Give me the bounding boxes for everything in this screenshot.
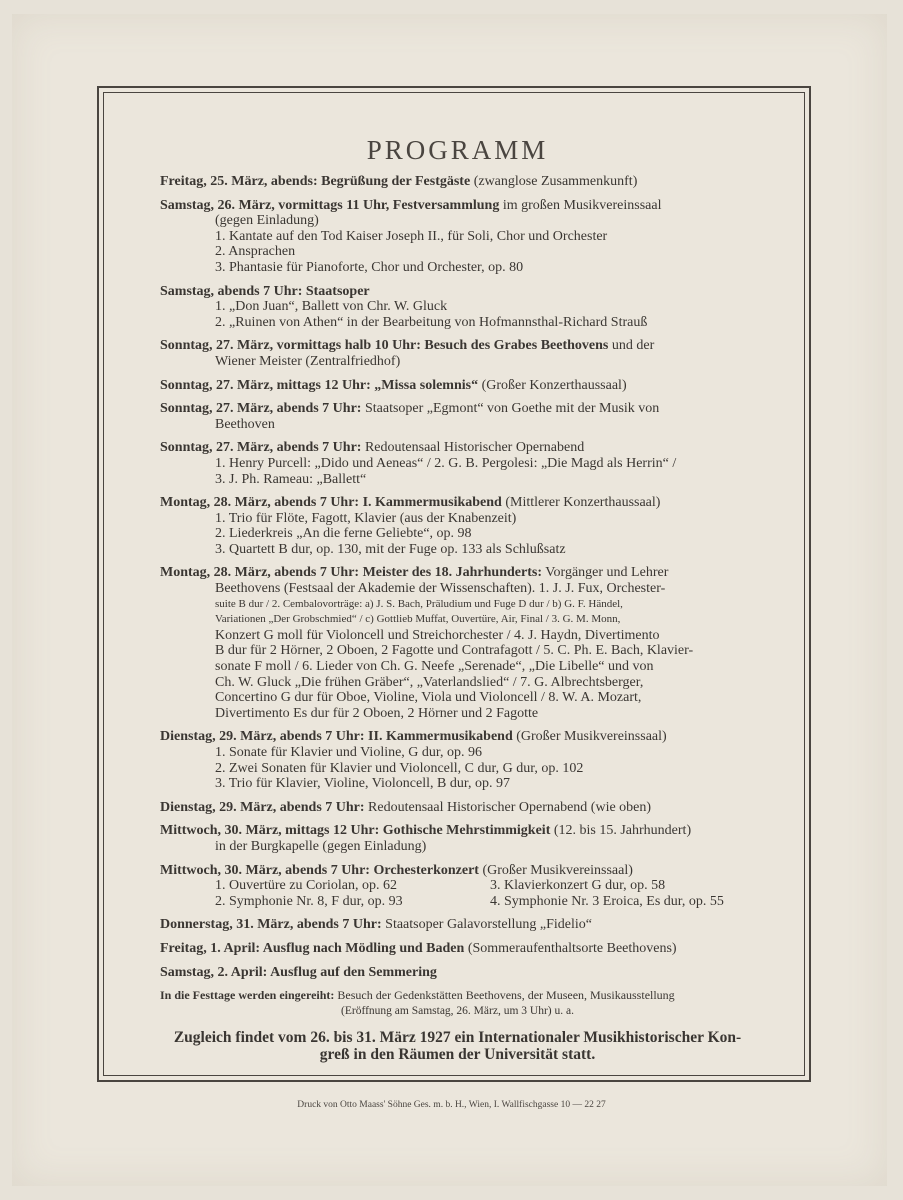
program-entry — [160, 284, 755, 331]
entry-continuation: (gegen Einladung) — [215, 213, 319, 229]
program-entry — [160, 440, 755, 487]
entry-detail: (12. bis 15. Jahrhundert) — [550, 823, 692, 839]
entry-detail: (Großer Musikvereinssaal) — [512, 729, 667, 745]
program-entry — [160, 941, 755, 957]
entry-detail: Staatsoper Galavorstellung „Fidelio“ — [381, 917, 592, 933]
congress-announcement — [160, 1029, 755, 1063]
entry-date-title: Dienstag, 29. März, abends 7 Uhr: II. Kammermusikabend — [160, 729, 513, 745]
note-label: In die Festtage werden eingereiht: — [160, 988, 335, 1003]
list-item: 1. Kantate auf den Tod Kaiser Joseph II., für Soli, Chor und Orchester — [215, 228, 608, 244]
program-entry — [160, 495, 755, 557]
entry-date-title: Montag, 28. März, abends 7 Uhr: Meister des 18. Jahrhunderts: — [160, 565, 542, 581]
paragraph-line: Concertino G dur für Oboe, Violine, Viola und Violoncell / 8. W. A. Mozart, — [215, 690, 642, 706]
entry-detail: (Sommeraufenthaltsorte Beethovens) — [464, 940, 677, 956]
program-entry — [160, 378, 755, 394]
program-entry — [160, 174, 755, 190]
entry-detail: und der — [608, 338, 655, 354]
entry-items — [160, 511, 755, 558]
paragraph-line: Beethovens (Festsaal der Akademie der Wissenschaften). 1. J. J. Fux, Orchester- — [215, 581, 666, 597]
entry-heading — [160, 198, 755, 214]
entry-detail: Staatsoper „Egmont“ von Goethe mit der Musik von — [361, 401, 660, 417]
entry-heading — [160, 401, 755, 417]
announcement-line: greß in den Räumen der Universität statt. — [319, 1046, 596, 1064]
entry-heading — [160, 729, 755, 745]
program-entry — [160, 565, 755, 721]
entry-heading — [160, 941, 755, 957]
entry-items — [160, 299, 755, 330]
entry-date-title: Samstag, 2. April: Ausflug auf den Semmering — [160, 964, 437, 980]
list-item: 3. Quartett B dur, op. 130, mit der Fuge op. 133 als Schlußsatz — [215, 541, 566, 557]
list-item: 3. Klavierkonzert G dur, op. 58 — [490, 878, 666, 894]
entry-date-title: Samstag, 26. März, vormittags 11 Uhr, Festversammlung — [160, 197, 500, 213]
page-title: PROGRAMM — [366, 135, 549, 165]
entry-date-title: Dienstag, 29. März, abends 7 Uhr: — [160, 799, 365, 815]
list-item: 4. Symphonie Nr. 3 Eroica, Es dur, op. 55 — [490, 893, 724, 909]
program-content — [160, 130, 755, 1063]
entry-date-title: Freitag, 25. März, abends: Begrüßung der Festgäste — [160, 174, 471, 189]
entry-continuation: Beethoven — [215, 416, 275, 432]
entry-continuation: Wiener Meister (Zentralfriedhof) — [215, 353, 401, 369]
paragraph-line: Variationen „Der Grobschmied“ / c) Gottlieb Muffat, Ouvertüre, Air, Final / 3. G. M. Monn, — [215, 613, 621, 626]
entry-date-title: Sonntag, 27. März, abends 7 Uhr: — [160, 401, 362, 417]
festival-note — [160, 988, 755, 1019]
list-item: 1. Sonate für Klavier und Violine, G dur, op. 96 — [215, 745, 483, 760]
printer-imprint: Druck von Otto Maass' Söhne Ges. m. b. H., Wien, I. Wallfischgasse 10 — 22 27 — [297, 1100, 606, 1110]
entry-two-column-items — [160, 878, 755, 909]
list-item: 3. Trio für Klavier, Violine, Violoncell, B dur, op. 97 — [215, 776, 510, 792]
paragraph-line: Ch. W. Gluck „Die frühen Gräber“, „Vaterlandslied“ / 7. G. Albrechtsberger, — [215, 674, 644, 690]
entry-heading — [160, 823, 755, 839]
paragraph-line: sonate F moll / 6. Lieder von Ch. G. Neefe „Serenade“, „Die Libelle“ und von — [215, 659, 654, 675]
list-item: 3. J. Ph. Rameau: „Ballett“ — [215, 471, 367, 487]
entry-detail: (Großer Musikvereinssaal) — [478, 862, 633, 878]
entry-date-title: Montag, 28. März, abends 7 Uhr: I. Kammermusikabend — [160, 495, 502, 511]
entry-heading — [160, 917, 755, 933]
paragraph-line: B dur für 2 Hörner, 2 Oboen, 2 Fagotte und Contrafagott / 5. C. Ph. E. Bach, Klavier- — [215, 643, 694, 659]
entry-detail: Redoutensaal Historischer Opernabend — [361, 440, 585, 456]
entry-date-title: Sonntag, 27. März, abends 7 Uhr: — [160, 440, 362, 456]
entry-heading — [160, 174, 755, 190]
entry-date-title: Sonntag, 27. März, mittags 12 Uhr: „Missa solemnis“ — [160, 377, 479, 393]
entry-date-title: Mittwoch, 30. März, abends 7 Uhr: Orchesterkonzert — [160, 862, 479, 878]
entry-items — [160, 456, 755, 487]
entry-date-title: Sonntag, 27. März, vormittags halb 10 Uhr: Besuch des Grabes Beethovens — [160, 338, 609, 354]
entry-heading — [160, 495, 755, 511]
entry-detail: (Mittlerer Konzerthaussaal) — [501, 495, 661, 511]
program-entry — [160, 917, 755, 933]
paragraph-line: Konzert G moll für Violoncell und Streichorchester / 4. J. Haydn, Divertimento — [215, 627, 660, 643]
program-entry — [160, 338, 755, 369]
program-entry — [160, 823, 755, 854]
note-text: Besuch der Gedenkstätten Beethovens, der Museen, Musikausstellung — [334, 988, 675, 1003]
list-item: 2. „Ruinen von Athen“ in der Bearbeitung von Hofmannsthal-Richard Strauß — [215, 314, 648, 330]
list-item: 1. Trio für Flöte, Fagott, Klavier (aus der Knabenzeit) — [215, 510, 517, 526]
list-item: 1. Henry Purcell: „Dido und Aeneas“ / 2. G. B. Pergolesi: „Die Magd als Herrin“ / — [215, 455, 677, 471]
entry-heading — [160, 338, 755, 354]
list-item: 1. Ouvertüre zu Coriolan, op. 62 — [215, 878, 397, 894]
entry-heading — [160, 565, 755, 581]
list-item: 1. „Don Juan“, Ballett von Chr. W. Gluck — [215, 299, 448, 315]
program-entry — [160, 198, 755, 276]
list-item: 2. Ansprachen — [215, 244, 296, 260]
list-item: 2. Zwei Sonaten für Klavier und Violoncell, C dur, G dur, op. 102 — [215, 760, 584, 776]
entry-date-title: Mittwoch, 30. März, mittags 12 Uhr: Gothische Mehrstimmigkeit — [160, 823, 551, 839]
entry-heading — [160, 863, 755, 879]
entry-items — [160, 745, 755, 792]
items-column-left — [215, 878, 480, 909]
entry-date-title: Samstag, abends 7 Uhr: Staatsoper — [160, 283, 370, 299]
announcement-line: Zugleich findet vom 26. bis 31. März 1927 ein Internationaler Musikhistorischer Kon- — [173, 1029, 742, 1047]
program-entry — [160, 863, 755, 910]
note-continuation: (Eröffnung am Samstag, 26. März, um 3 Uhr) u. a. — [341, 1004, 574, 1017]
entry-detail: Redoutensaal Historischer Opernabend (wie oben) — [364, 799, 652, 815]
entry-heading — [160, 440, 755, 456]
entry-heading — [160, 378, 755, 394]
entry-continuation: in der Burgkapelle (gegen Einladung) — [215, 838, 427, 854]
entry-detail: (zwanglose Zusammenkunft) — [470, 174, 638, 189]
program-entry — [160, 800, 755, 816]
entry-detail: (Großer Konzerthaussaal) — [478, 377, 627, 393]
list-item: 3. Phantasie für Pianoforte, Chor und Orchester, op. 80 — [215, 259, 524, 275]
entry-heading — [160, 965, 755, 981]
entry-paragraph — [160, 581, 755, 721]
note-line — [160, 988, 755, 1004]
items-column-right — [480, 878, 755, 909]
list-item: 2. Liederkreis „An die ferne Geliebte“, op. 98 — [215, 526, 472, 542]
program-entry — [160, 965, 755, 981]
entry-heading — [160, 800, 755, 816]
list-item: 2. Symphonie Nr. 8, F dur, op. 93 — [215, 893, 403, 909]
program-entry — [160, 401, 755, 432]
entry-items — [160, 229, 755, 276]
entry-detail: im großen Musikvereinssaal — [499, 197, 662, 213]
entry-heading — [160, 284, 755, 300]
paragraph-line: suite B dur / 2. Cembalovorträge: a) J. S. Bach, Präludium und Fuge D dur / b) G. F. Händel, — [215, 597, 623, 610]
program-entry — [160, 729, 755, 791]
entry-date-title: Freitag, 1. April: Ausflug nach Mödling und Baden — [160, 940, 465, 956]
entry-date-title: Donnerstag, 31. März, abends 7 Uhr: — [160, 917, 382, 933]
paragraph-line: Divertimento Es dur für 2 Oboen, 2 Hörner und 2 Fagotte — [215, 705, 539, 721]
entry-detail: Vorgänger und Lehrer — [542, 565, 669, 581]
